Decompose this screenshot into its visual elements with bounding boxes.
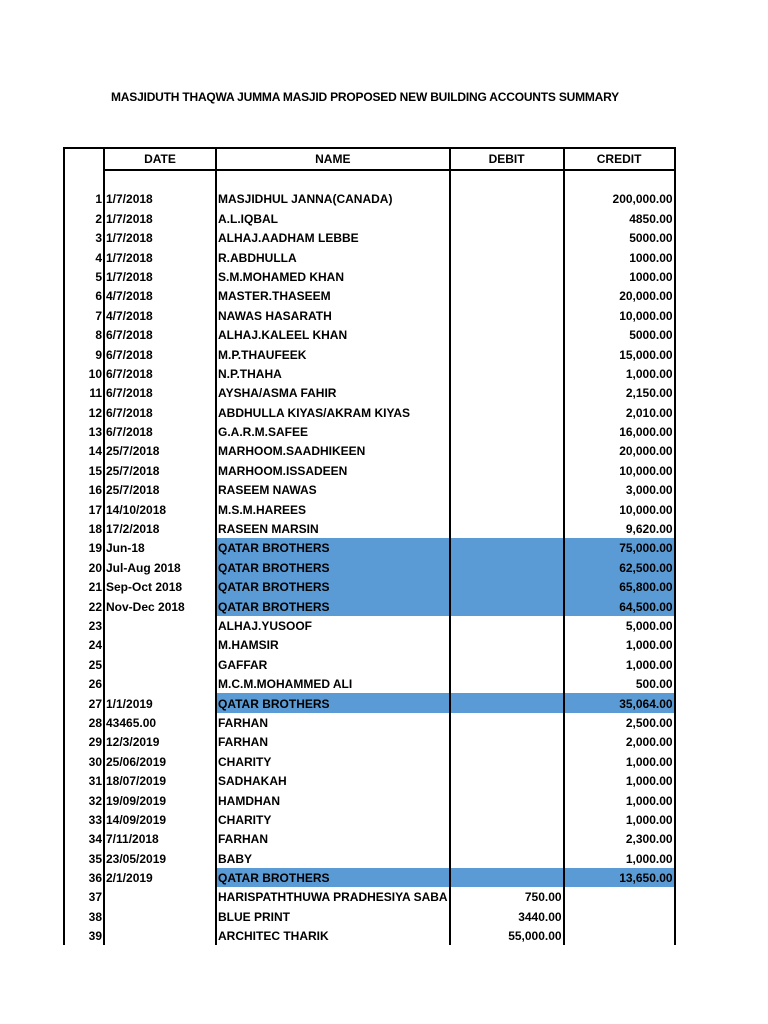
table-row — [64, 732, 675, 751]
row-number: 29 — [64, 732, 104, 751]
row-number: 2 — [64, 208, 104, 227]
spacer-row — [64, 170, 675, 189]
table-row — [64, 480, 675, 499]
debit-cell — [450, 771, 564, 790]
debit-cell — [450, 228, 564, 247]
debit-cell — [450, 751, 564, 770]
credit-cell: 200,000.00 — [564, 189, 675, 208]
credit-cell: 2,300.00 — [564, 829, 675, 848]
name-cell: HARISPATHTHUWA PRADHESIYA SABA — [216, 887, 450, 906]
name-cell: QATAR BROTHERS — [216, 693, 450, 712]
table-row — [64, 402, 675, 421]
debit-cell: 3440.00 — [450, 906, 564, 925]
row-number: 35 — [64, 848, 104, 867]
date-cell: 6/7/2018 — [104, 383, 216, 402]
date-cell: 6/7/2018 — [104, 325, 216, 344]
date-cell: 1/7/2018 — [104, 228, 216, 247]
row-number: 22 — [64, 596, 104, 615]
debit-cell — [450, 810, 564, 829]
debit-cell — [450, 383, 564, 402]
debit-cell — [450, 868, 564, 887]
date-cell: 4/7/2018 — [104, 305, 216, 324]
debit-cell — [450, 829, 564, 848]
row-number: 14 — [64, 441, 104, 460]
row-number: 26 — [64, 674, 104, 693]
date-cell: Sep-Oct 2018 — [104, 577, 216, 596]
debit-cell — [450, 344, 564, 363]
debit-cell — [450, 422, 564, 441]
date-cell: Nov-Dec 2018 — [104, 596, 216, 615]
credit-cell: 1,000.00 — [564, 848, 675, 867]
date-cell: 2/1/2019 — [104, 868, 216, 887]
debit-cell — [450, 596, 564, 615]
date-cell: 6/7/2018 — [104, 364, 216, 383]
date-cell: 6/7/2018 — [104, 402, 216, 421]
row-number: 37 — [64, 887, 104, 906]
name-cell: MASTER.THASEEM — [216, 286, 450, 305]
row-number: 27 — [64, 693, 104, 712]
table-row — [64, 460, 675, 479]
name-cell: M.HAMSIR — [216, 635, 450, 654]
credit-cell: 3,000.00 — [564, 480, 675, 499]
name-cell: M.P.THAUFEEK — [216, 344, 450, 363]
debit-cell — [450, 247, 564, 266]
date-cell: 14/09/2019 — [104, 810, 216, 829]
debit-cell — [450, 557, 564, 576]
name-cell: M.C.M.MOHAMMED ALI — [216, 674, 450, 693]
row-number: 20 — [64, 557, 104, 576]
row-number: 28 — [64, 713, 104, 732]
date-cell: 14/10/2018 — [104, 499, 216, 518]
name-cell: AYSHA/ASMA FAHIR — [216, 383, 450, 402]
row-number: 12 — [64, 402, 104, 421]
name-cell: ALHAJ.YUSOOF — [216, 616, 450, 635]
date-cell: 6/7/2018 — [104, 422, 216, 441]
row-number: 18 — [64, 519, 104, 538]
table-row — [64, 868, 675, 887]
date-cell: 4/7/2018 — [104, 286, 216, 305]
header-name: NAME — [216, 148, 450, 170]
table-body — [64, 170, 675, 945]
row-number: 4 — [64, 247, 104, 266]
row-number: 13 — [64, 422, 104, 441]
credit-cell: 13,650.00 — [564, 868, 675, 887]
header-debit: DEBIT — [450, 148, 564, 170]
row-number: 34 — [64, 829, 104, 848]
credit-cell — [564, 906, 675, 925]
table-row — [64, 887, 675, 906]
name-cell: SADHAKAH — [216, 771, 450, 790]
table-row — [64, 596, 675, 615]
table-row — [64, 441, 675, 460]
row-number: 21 — [64, 577, 104, 596]
debit-cell — [450, 499, 564, 518]
date-cell: 1/1/2019 — [104, 693, 216, 712]
row-number: 8 — [64, 325, 104, 344]
credit-cell: 1,000.00 — [564, 654, 675, 673]
table-row — [64, 906, 675, 925]
row-number: 6 — [64, 286, 104, 305]
credit-cell: 1,000.00 — [564, 790, 675, 809]
table-row — [64, 208, 675, 227]
credit-cell: 1000.00 — [564, 247, 675, 266]
table-row — [64, 713, 675, 732]
row-number: 9 — [64, 344, 104, 363]
row-number: 16 — [64, 480, 104, 499]
debit-cell — [450, 538, 564, 557]
table-row — [64, 325, 675, 344]
debit-cell — [450, 402, 564, 421]
name-cell: HAMDHAN — [216, 790, 450, 809]
credit-cell: 5,000.00 — [564, 616, 675, 635]
table-row — [64, 189, 675, 208]
row-number: 17 — [64, 499, 104, 518]
date-cell: 25/06/2019 — [104, 751, 216, 770]
debit-cell — [450, 790, 564, 809]
name-cell: FARHAN — [216, 732, 450, 751]
credit-cell — [564, 887, 675, 906]
credit-cell: 500.00 — [564, 674, 675, 693]
header-credit: CREDIT — [564, 148, 675, 170]
row-number: 23 — [64, 616, 104, 635]
date-cell: 43465.00 — [104, 713, 216, 732]
date-cell: 1/7/2018 — [104, 189, 216, 208]
credit-cell: 2,150.00 — [564, 383, 675, 402]
table-row — [64, 790, 675, 809]
credit-cell: 1000.00 — [564, 267, 675, 286]
date-cell: 12/3/2019 — [104, 732, 216, 751]
credit-cell: 1,000.00 — [564, 751, 675, 770]
table-row — [64, 848, 675, 867]
name-cell: M.S.M.HAREES — [216, 499, 450, 518]
table-row — [64, 538, 675, 557]
table-row — [64, 364, 675, 383]
row-number: 11 — [64, 383, 104, 402]
credit-cell: 5000.00 — [564, 228, 675, 247]
name-cell: BLUE PRINT — [216, 906, 450, 925]
date-cell — [104, 926, 216, 945]
table-row — [64, 228, 675, 247]
name-cell: RASEEM NAWAS — [216, 480, 450, 499]
debit-cell — [450, 713, 564, 732]
row-number: 33 — [64, 810, 104, 829]
table-row — [64, 383, 675, 402]
date-cell — [104, 654, 216, 673]
table-row — [64, 422, 675, 441]
date-cell: 1/7/2018 — [104, 208, 216, 227]
name-cell: BABY — [216, 848, 450, 867]
name-cell: QATAR BROTHERS — [216, 557, 450, 576]
header-date: DATE — [104, 148, 216, 170]
name-cell: N.P.THAHA — [216, 364, 450, 383]
name-cell: ARCHITEC THARIK — [216, 926, 450, 945]
credit-cell: 10,000.00 — [564, 499, 675, 518]
table-row — [64, 286, 675, 305]
table-row — [64, 247, 675, 266]
name-cell: MASJIDHUL JANNA(CANADA) — [216, 189, 450, 208]
table-row — [64, 693, 675, 712]
debit-cell — [450, 635, 564, 654]
name-cell: CHARITY — [216, 810, 450, 829]
table-row — [64, 305, 675, 324]
date-cell — [104, 887, 216, 906]
date-cell — [104, 616, 216, 635]
table-row — [64, 267, 675, 286]
date-cell: 19/09/2019 — [104, 790, 216, 809]
table-row — [64, 926, 675, 945]
debit-cell — [450, 616, 564, 635]
row-number: 25 — [64, 654, 104, 673]
accounts-table — [63, 147, 676, 945]
table-row — [64, 674, 675, 693]
credit-cell: 35,064.00 — [564, 693, 675, 712]
row-number: 15 — [64, 460, 104, 479]
credit-cell: 5000.00 — [564, 325, 675, 344]
table-row — [64, 557, 675, 576]
name-cell: QATAR BROTHERS — [216, 538, 450, 557]
date-cell — [104, 635, 216, 654]
name-cell: ABDHULLA KIYAS/AKRAM KIYAS — [216, 402, 450, 421]
table-row — [64, 654, 675, 673]
debit-cell — [450, 848, 564, 867]
date-cell: 23/05/2019 — [104, 848, 216, 867]
credit-cell: 75,000.00 — [564, 538, 675, 557]
credit-cell: 65,800.00 — [564, 577, 675, 596]
credit-cell: 62,500.00 — [564, 557, 675, 576]
debit-cell — [450, 189, 564, 208]
row-number: 30 — [64, 751, 104, 770]
credit-cell: 20,000.00 — [564, 441, 675, 460]
name-cell: ALHAJ.AADHAM LEBBE — [216, 228, 450, 247]
name-cell: QATAR BROTHERS — [216, 868, 450, 887]
table-row — [64, 577, 675, 596]
date-cell: 25/7/2018 — [104, 441, 216, 460]
credit-cell: 4850.00 — [564, 208, 675, 227]
row-number: 3 — [64, 228, 104, 247]
row-number: 24 — [64, 635, 104, 654]
name-cell: A.L.IQBAL — [216, 208, 450, 227]
credit-cell: 64,500.00 — [564, 596, 675, 615]
row-number: 36 — [64, 868, 104, 887]
debit-cell: 750.00 — [450, 887, 564, 906]
row-number: 5 — [64, 267, 104, 286]
row-number: 38 — [64, 906, 104, 925]
name-cell: FARHAN — [216, 713, 450, 732]
table-row — [64, 344, 675, 363]
debit-cell — [450, 577, 564, 596]
row-number: 19 — [64, 538, 104, 557]
credit-cell: 1,000.00 — [564, 771, 675, 790]
credit-cell: 1,000.00 — [564, 364, 675, 383]
date-cell: 1/7/2018 — [104, 247, 216, 266]
debit-cell — [450, 480, 564, 499]
name-cell: ALHAJ.KALEEL KHAN — [216, 325, 450, 344]
debit-cell — [450, 441, 564, 460]
debit-cell — [450, 674, 564, 693]
name-cell: GAFFAR — [216, 654, 450, 673]
debit-cell — [450, 208, 564, 227]
date-cell: 7/11/2018 — [104, 829, 216, 848]
date-cell — [104, 906, 216, 925]
credit-cell: 2,010.00 — [564, 402, 675, 421]
debit-cell — [450, 693, 564, 712]
name-cell: CHARITY — [216, 751, 450, 770]
date-cell: 25/7/2018 — [104, 480, 216, 499]
table-row — [64, 771, 675, 790]
debit-cell — [450, 286, 564, 305]
debit-cell — [450, 364, 564, 383]
credit-cell: 10,000.00 — [564, 305, 675, 324]
row-number: 7 — [64, 305, 104, 324]
row-number: 10 — [64, 364, 104, 383]
credit-cell: 20,000.00 — [564, 286, 675, 305]
name-cell: QATAR BROTHERS — [216, 577, 450, 596]
credit-cell: 15,000.00 — [564, 344, 675, 363]
debit-cell — [450, 460, 564, 479]
debit-cell — [450, 732, 564, 751]
debit-cell: 55,000.00 — [450, 926, 564, 945]
table-row — [64, 499, 675, 518]
debit-cell — [450, 325, 564, 344]
table-row — [64, 751, 675, 770]
date-cell: Jun-18 — [104, 538, 216, 557]
date-cell: 6/7/2018 — [104, 344, 216, 363]
row-number: 31 — [64, 771, 104, 790]
row-number: 39 — [64, 926, 104, 945]
credit-cell: 10,000.00 — [564, 460, 675, 479]
row-number: 32 — [64, 790, 104, 809]
name-cell: RASEEN MARSIN — [216, 519, 450, 538]
table-row — [64, 519, 675, 538]
credit-cell: 1,000.00 — [564, 810, 675, 829]
name-cell: NAWAS HASARATH — [216, 305, 450, 324]
date-cell: 18/07/2019 — [104, 771, 216, 790]
document-title: MASJIDUTH THAQWA JUMMA MASJID PROPOSED NEW BUILDING ACCOUNTS SUMMARY — [111, 90, 619, 104]
table-row — [64, 829, 675, 848]
debit-cell — [450, 519, 564, 538]
date-cell: 17/2/2018 — [104, 519, 216, 538]
name-cell: QATAR BROTHERS — [216, 596, 450, 615]
credit-cell: 1,000.00 — [564, 635, 675, 654]
name-cell: R.ABDHULLA — [216, 247, 450, 266]
debit-cell — [450, 654, 564, 673]
credit-cell: 2,500.00 — [564, 713, 675, 732]
header-row — [64, 148, 675, 170]
credit-cell: 16,000.00 — [564, 422, 675, 441]
name-cell: FARHAN — [216, 829, 450, 848]
table-row — [64, 616, 675, 635]
date-cell: 25/7/2018 — [104, 460, 216, 479]
credit-cell: 9,620.00 — [564, 519, 675, 538]
credit-cell: 2,000.00 — [564, 732, 675, 751]
header-index — [64, 148, 104, 170]
name-cell: MARHOOM.ISSADEEN — [216, 460, 450, 479]
row-number: 1 — [64, 189, 104, 208]
name-cell: S.M.MOHAMED KHAN — [216, 267, 450, 286]
table-row — [64, 635, 675, 654]
date-cell: Jul-Aug 2018 — [104, 557, 216, 576]
table-row — [64, 810, 675, 829]
credit-cell — [564, 926, 675, 945]
debit-cell — [450, 267, 564, 286]
debit-cell — [450, 305, 564, 324]
name-cell: G.A.R.M.SAFEE — [216, 422, 450, 441]
date-cell — [104, 674, 216, 693]
name-cell: MARHOOM.SAADHIKEEN — [216, 441, 450, 460]
date-cell: 1/7/2018 — [104, 267, 216, 286]
